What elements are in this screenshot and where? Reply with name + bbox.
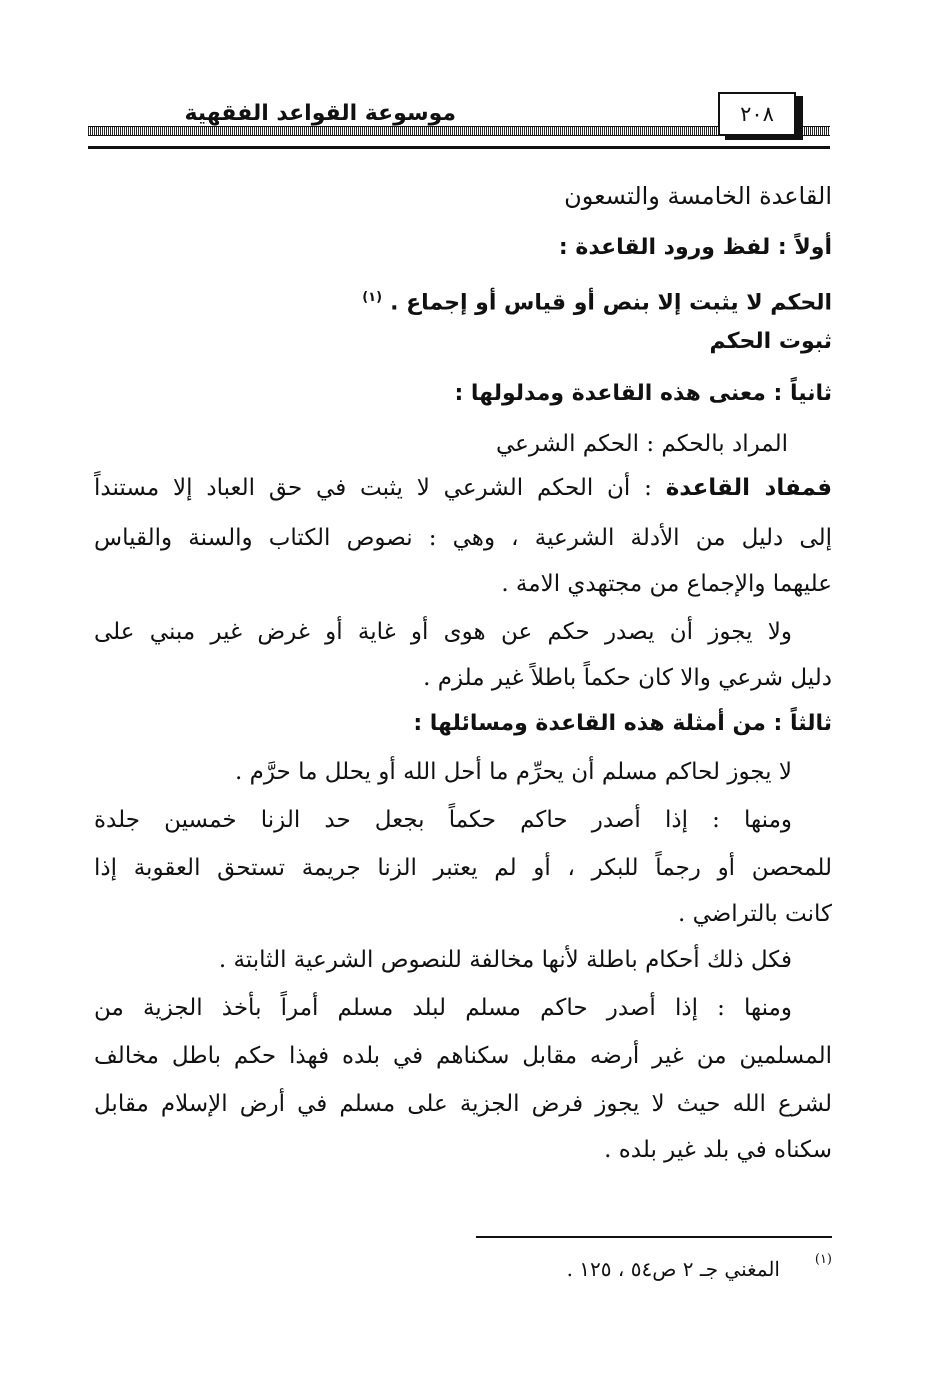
section2-heading: ثانياً : معنى هذه القاعدة ومدلولها :: [454, 381, 832, 406]
section2-line2: [94, 468, 832, 508]
section3-line6: ومنها : إذا أصدر حاكم مسلم لبلد مسلم أمراً بأخذ الجزية من: [94, 995, 792, 1021]
section2-line2-rest: : أن الحكم الشرعي لا يثبت في حق العباد إلا مستنداً: [94, 475, 652, 501]
section1-heading: أولاً : لفظ ورود القاعدة :: [558, 235, 832, 260]
section3-line2: ومنها : إذا أصدر حاكم حكماً بجعل حد الزنا خمسين جلدة: [94, 807, 792, 833]
section2-line1: المراد بالحكم : الحكم الشرعي: [495, 431, 788, 457]
section3-line4: كانت بالتراضي .: [677, 901, 832, 927]
section2-line6: دليل شرعي والا كان حكماً باطلاً غير ملزم .: [423, 665, 832, 691]
footnote-separator: [476, 1236, 832, 1238]
section3-line8: لشرع الله حيث لا يجوز فرض الجزية على مسلم في أرض الإسلام مقابل: [94, 1091, 832, 1117]
section3-line7: المسلمين من غير أرضه مقابل سكناهم في بلده فهذا حكم باطل مخالف: [94, 1043, 832, 1069]
section2-line3: إلى دليل من الأدلة الشرعية ، وهي : نصوص الكتاب والسنة والقياس: [94, 525, 832, 551]
footnote-text: المغني جـ ٢ ص٥٤ ، ١٢٥ .: [566, 1257, 780, 1281]
section2-line5: ولا يجوز أن يصدر حكم عن هوى أو غاية أو غرض غير مبني على: [94, 619, 792, 645]
page-header: [88, 88, 830, 150]
rule-text: [362, 278, 832, 323]
section3-line5: فكل ذلك أحكام باطلة لأنها مخالفة للنصوص الشرعية الثابتة .: [218, 947, 792, 973]
page-number: ٢٠٨: [718, 92, 796, 136]
keyword-mufad: فمفاد القاعدة: [665, 475, 833, 501]
header-hatched-band-right: [800, 126, 830, 136]
section3-line9: سكناه في بلد غير بلده .: [604, 1137, 832, 1163]
section3-line3: للمحصن أو رجماً للبكر ، أو لم يعتبر الزنا جريمة تستحق العقوبة إذا: [94, 855, 832, 881]
header-rule: [88, 146, 830, 149]
section3-line1: لا يجوز لحاكم مسلم أن يحرِّم ما أحل الله أو يحلل ما حرَّم .: [235, 759, 792, 785]
section2-line4: عليهما والإجماع من مجتهدي الامة .: [501, 571, 832, 597]
section3-heading: ثالثاً : من أمثلة هذه القاعدة ومسائلها :: [413, 711, 832, 736]
rule-text-body: الحكم لا يثبت إلا بنص أو قياس أو إجماع .: [390, 290, 832, 316]
book-title: موسوعة القواعد الفقهية: [184, 101, 456, 126]
footnote-mark: (١): [814, 1252, 832, 1267]
subject-heading: ثبوت الحكم: [709, 329, 832, 354]
footnote-ref: (١): [362, 290, 383, 305]
rule-title: القاعدة الخامسة والتسعون: [564, 182, 832, 210]
